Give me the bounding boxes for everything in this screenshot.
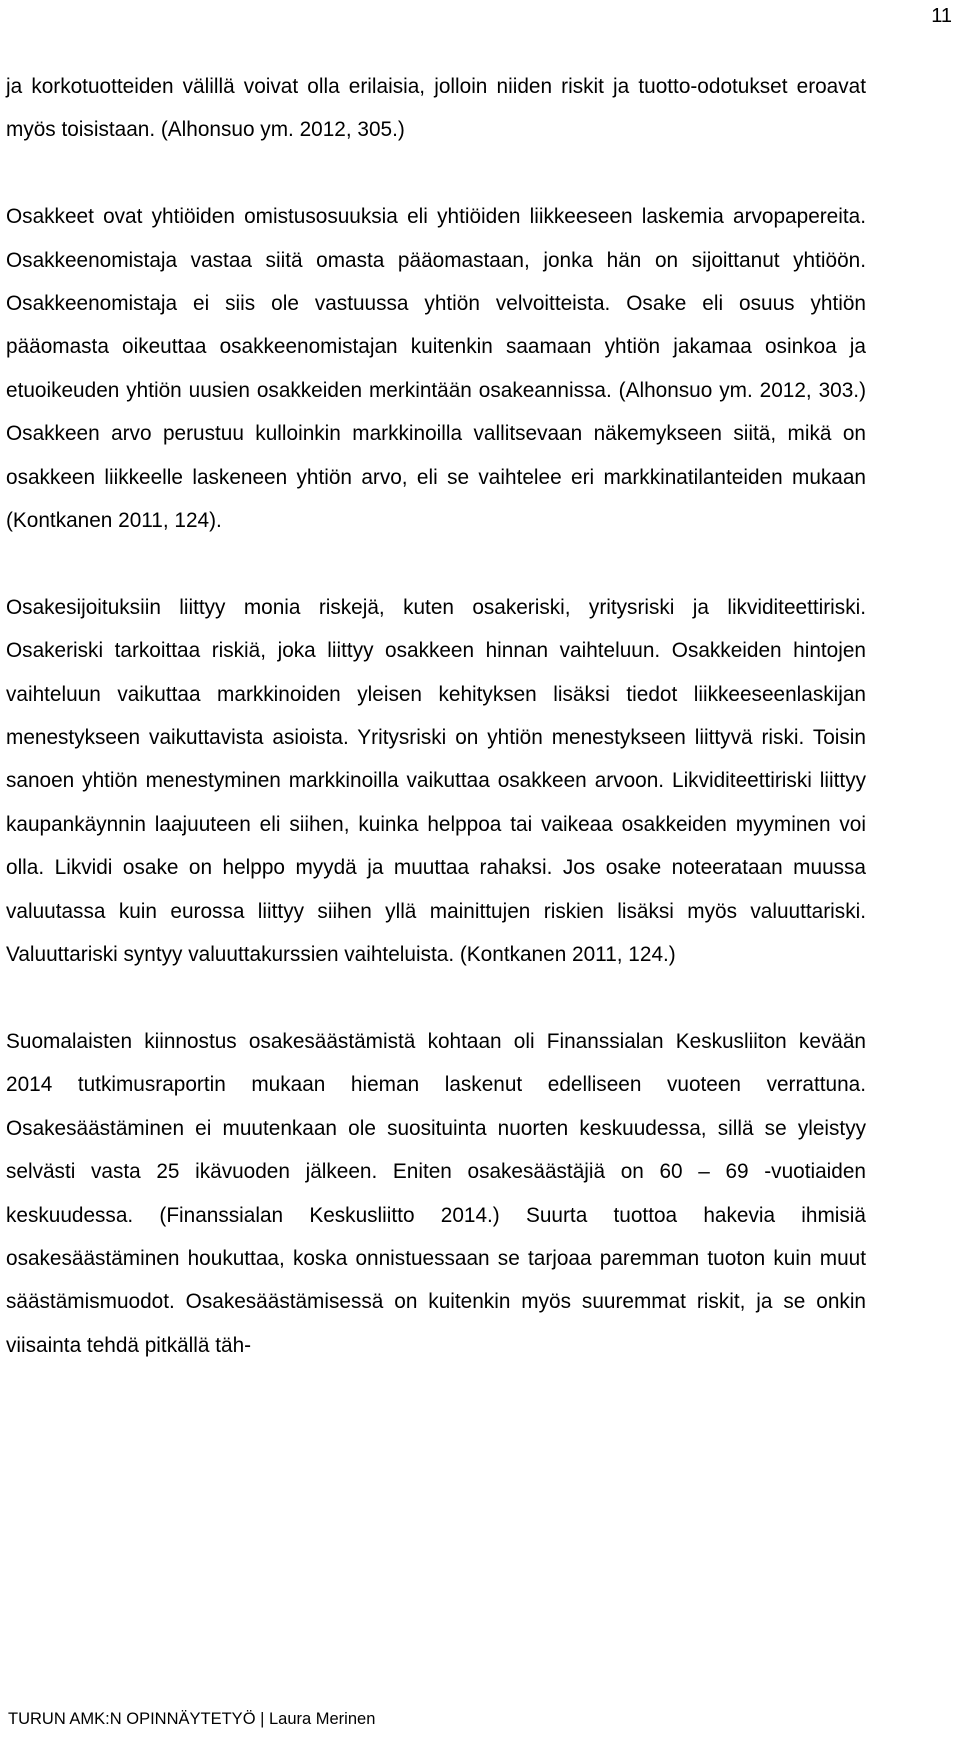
- body-text: [6, 65, 866, 1367]
- paragraph-1: ja korkotuotteiden välillä voivat olla erilaisia, jolloin niiden riskit ja tuotto-odotukset eroavat myös toisistaan. (Alhonsuo ym. 2012, 305.): [6, 75, 866, 142]
- paragraph-4: Suomalaisten kiinnostus osakesäästämistä kohtaan oli Finanssialan Keskusliiton kevään 2014 tutkimusraportin mukaan hieman laskenut edelliseen vuoteen verrattuna. Osakesäästäminen ei muutenkaan ole suosituinta nuorten keskuudessa, sillä se yleistyy selvästi vasta 25 ikävuoden jälkeen. Eniten osakesäästäjiä on 60 – 69 -vuotiaiden keskuudessa. (Finanssialan Keskusliitto 2014.) Suurta tuottoa hakevia ihmisiä osakesäästäminen houkuttaa, koska onnistuessaan se tarjoaa paremman tuoton kuin muut säästämismuodot. Osakesäästämisessä on kuitenkin myös suuremmat riskit, ja se onkin viisainta tehdä pitkällä täh-: [6, 1029, 866, 1357]
- paragraph-spacer: [6, 152, 866, 195]
- page-footer: TURUN AMK:N OPINNÄYTETYÖ | Laura Merinen: [8, 1710, 376, 1728]
- paragraph-2: Osakkeet ovat yhtiöiden omistusosuuksia eli yhtiöiden liikkeeseen laskemia arvopapereita. Osakkeenomistaja vastaa siitä omasta pääomastaan, jonka hän on sijoittanut yhtiöön. Osakkeenomistaja ei siis ole vastuussa yhtiön velvoitteista. Osake eli osuus yhtiön pääomasta oikeuttaa osakkeenomistajan kuitenkin saamaan yhtiön jakamaa osinkoa ja etuoikeuden yhtiön uusien osakkeiden merkintään osakeannissa. (Alhonsuo ym. 2012, 303.) Osakkeen arvo perustuu kulloinkin markkinoilla vallitsevaan näkemykseen siitä, mikä on osakkeen liikkeelle laskeneen yhtiön arvo, eli se vaihtelee eri markkinatilanteiden mukaan (Kontkanen 2011, 124).: [6, 205, 866, 533]
- paragraph-3: Osakesijoituksiin liittyy monia riskejä, kuten osakeriski, yritysriski ja likviditeettiriski. Osakeriski tarkoittaa riskiä, joka liittyy osakkeen hinnan vaihteluun. Osakkeiden hintojen vaihteluun vaikuttaa markkinoiden yleisen kehityksen lisäksi tiedot liikkeeseenlaskijan menestykseen vaikuttavista asioista. Yritysriski on yhtiön menestykseen liittyvä riski. Toisin sanoen yhtiön menestyminen markkinoilla vaikuttaa osakkeen arvoon. Likviditeettiriski liittyy kaupankäynnin laajuuteen eli siihen, kuinka helppoa tai vaikeaa osakkeiden myyminen voi olla. Likvidi osake on helppo myydä ja muuttaa rahaksi. Jos osake noteerataan muussa valuutassa kuin eurossa liittyy siihen yllä mainittujen riskien lisäksi myös valuuttariski. Valuuttariski syntyy valuuttakurssien vaihteluista. (Kontkanen 2011, 124.): [6, 595, 866, 967]
- paragraph-spacer: [6, 542, 866, 585]
- page-number: 11: [931, 5, 952, 27]
- paragraph-spacer: [6, 977, 866, 1020]
